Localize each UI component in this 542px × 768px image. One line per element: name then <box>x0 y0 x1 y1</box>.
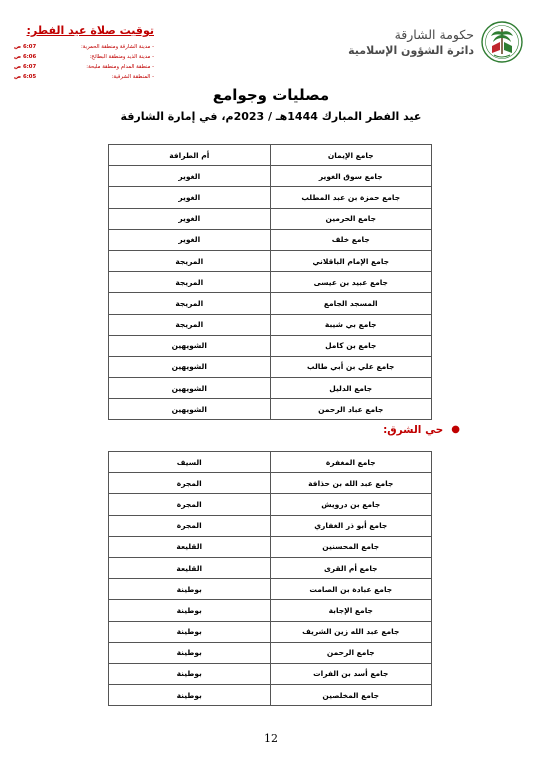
table-row <box>109 145 432 166</box>
table-row <box>109 473 432 494</box>
area-cell: الشويهين <box>109 335 271 356</box>
table-row <box>109 314 432 335</box>
area-cell: المريجة <box>109 314 271 335</box>
mosque-name-cell: جامع سوق الغوير <box>270 166 432 187</box>
area-cell: الغوير <box>109 229 271 250</box>
emblem-icon <box>480 20 524 64</box>
table-row <box>109 250 432 271</box>
area-cell: الغوير <box>109 187 271 208</box>
table-row <box>109 685 432 706</box>
prayer-times-box <box>14 24 154 82</box>
area-cell: بوطينة <box>109 579 271 600</box>
prayer-time: 6:07 ص <box>14 64 37 70</box>
mosque-name-cell: جامع الدليل <box>270 378 432 399</box>
mosque-name-cell: جامع بن درويش <box>270 494 432 515</box>
table-row <box>109 208 432 229</box>
area-cell: الشويهين <box>109 356 271 377</box>
area-cell: المريجة <box>109 293 271 314</box>
department-logo <box>348 20 524 64</box>
area-cell: القليعة <box>109 536 271 557</box>
prayer-time-row <box>14 72 154 82</box>
prayer-region: - مدينة الشارقة ومنطقة الحمرية: <box>81 44 154 50</box>
mosque-name-cell: جامع حمزة بن عبد المطلب <box>270 187 432 208</box>
table-row <box>109 557 432 578</box>
table-row <box>109 272 432 293</box>
page-title: مصليات وجوامع <box>212 86 330 104</box>
table-row <box>109 335 432 356</box>
area-cell: القليعة <box>109 557 271 578</box>
mosque-name-cell: جامع عباد الرحمن <box>270 399 432 420</box>
mosque-name-cell: جامع الإمام الباقلاني <box>270 250 432 271</box>
mosques-table-1 <box>108 144 432 420</box>
mosque-name-cell: جامع عبادة بن الصامت <box>270 579 432 600</box>
table-row <box>109 356 432 377</box>
table-row <box>109 293 432 314</box>
prayer-time: 6:07 ص <box>14 44 37 50</box>
area-cell: الشويهين <box>109 399 271 420</box>
prayer-times-title: توقيت صلاة عيد الفطر: <box>26 24 154 37</box>
mosque-name-cell: جامع الحرمين <box>270 208 432 229</box>
mosque-name-cell: جامع أسد بن الفرات <box>270 663 432 684</box>
prayer-region: - المنطقة الشرقية: <box>111 74 154 80</box>
area-cell: بوطينة <box>109 621 271 642</box>
logo-department-name: دائرة الشؤون الإسلامية <box>348 43 474 57</box>
prayer-region: - منطقة المدام ومنطقة مليحة: <box>86 64 154 70</box>
mosque-name-cell: جامع علي بن أبي طالب <box>270 356 432 377</box>
bullet-icon: ● <box>451 424 460 435</box>
mosque-name-cell: جامع أم القرى <box>270 557 432 578</box>
area-cell: السيف <box>109 452 271 473</box>
prayer-time-row <box>14 62 154 72</box>
table-row <box>109 229 432 250</box>
area-cell: بوطينة <box>109 685 271 706</box>
table-row <box>109 399 432 420</box>
table-row <box>109 494 432 515</box>
area-cell: بوطينة <box>109 663 271 684</box>
prayer-time-row <box>14 52 154 62</box>
area-cell: بوطينة <box>109 642 271 663</box>
table-row <box>109 515 432 536</box>
mosque-name-cell: جامع عبد الله بن حذافة <box>270 473 432 494</box>
table-row <box>109 378 432 399</box>
page-number: 12 <box>264 732 278 745</box>
page-subtitle: عيد الفطر المبارك 1444هـ / 2023م، في إمارة الشارقة <box>120 110 422 123</box>
area-cell: الشويهين <box>109 378 271 399</box>
mosque-name-cell: جامع بن كامل <box>270 335 432 356</box>
mosque-name-cell: جامع عبيد بن عيسى <box>270 272 432 293</box>
table-row <box>109 600 432 621</box>
area-cell: المجرة <box>109 473 271 494</box>
table-row <box>109 663 432 684</box>
area-cell: المريجة <box>109 250 271 271</box>
logo-text <box>348 27 474 58</box>
logo-government-name: حكومة الشارقة <box>394 26 474 42</box>
table-row <box>109 621 432 642</box>
table-row <box>109 642 432 663</box>
area-cell: بوطينة <box>109 600 271 621</box>
mosques-table-2 <box>108 451 432 706</box>
table-row <box>109 579 432 600</box>
mosque-name-cell: جامع بي شيبة <box>270 314 432 335</box>
table-row <box>109 452 432 473</box>
mosque-name-cell: جامع الإجابة <box>270 600 432 621</box>
prayer-time: 6:05 ص <box>14 74 37 80</box>
area-cell: الغوير <box>109 166 271 187</box>
section-title: حي الشرق: <box>383 424 444 436</box>
mosque-name-cell: المسجد الجامع <box>270 293 432 314</box>
area-cell: أم الطرافة <box>109 145 271 166</box>
mosque-name-cell: جامع أبو ذر الغفاري <box>270 515 432 536</box>
mosque-name-cell: جامع الإيمان <box>270 145 432 166</box>
table-row <box>109 536 432 557</box>
area-cell: المجرة <box>109 494 271 515</box>
area-cell: المريجة <box>109 272 271 293</box>
mosque-name-cell: جامع عبد الله زين الشريف <box>270 621 432 642</box>
mosque-name-cell: جامع المخلصين <box>270 685 432 706</box>
table-row <box>109 166 432 187</box>
mosque-name-cell: جامع الرحمن <box>270 642 432 663</box>
mosque-name-cell: جامع خلف <box>270 229 432 250</box>
mosque-name-cell: جامع المغفرة <box>270 452 432 473</box>
prayer-time: 6:06 ص <box>14 54 37 60</box>
table-row <box>109 187 432 208</box>
area-cell: الغوير <box>109 208 271 229</box>
prayer-region: - مدينة الذيد ومنطقة البطائح: <box>89 54 154 60</box>
area-cell: المجرة <box>109 515 271 536</box>
section-heading <box>383 424 460 436</box>
mosque-name-cell: جامع المحسنين <box>270 536 432 557</box>
prayer-time-row <box>14 42 154 52</box>
